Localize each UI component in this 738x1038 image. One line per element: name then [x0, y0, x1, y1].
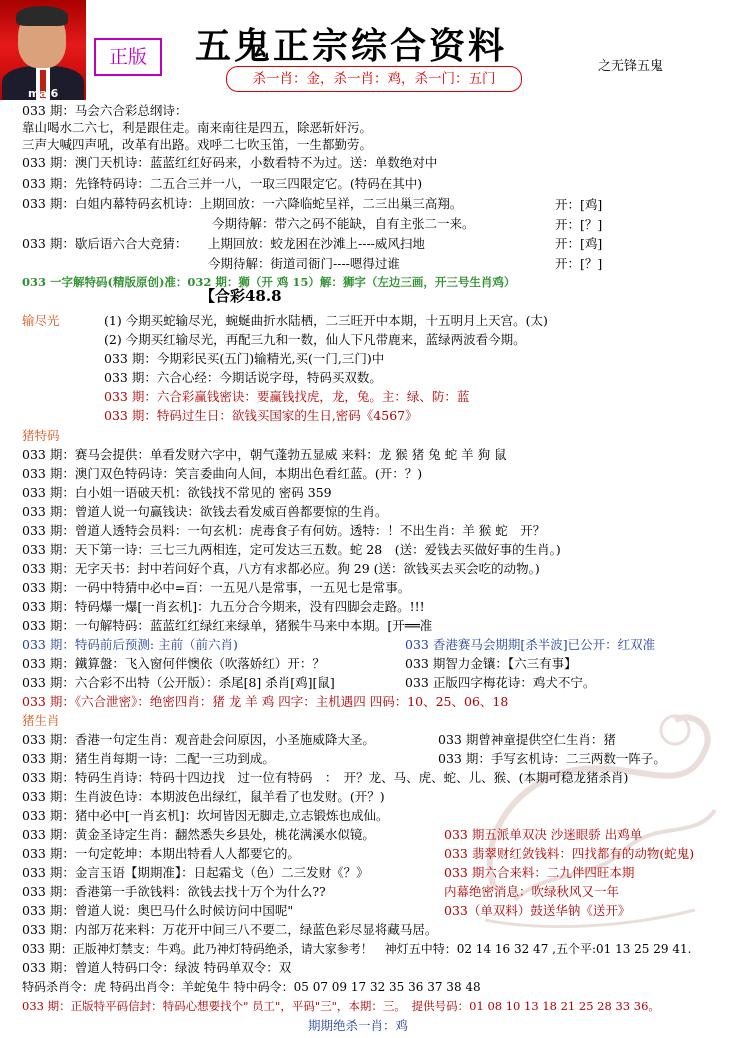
section-heading: 猪特码 — [22, 428, 60, 443]
text-line: 033 期：曾道人说：奥巴马什么时候访问中国呢" — [22, 903, 294, 918]
text-line: 033 一字解特码(精版原创)准：032 期：狮（开 鸡 15）解：狮字（左边三画，开三号生肖鸡） — [22, 275, 516, 289]
text-line: 033 期：特码前后预测: 主前（前六肖) — [22, 637, 238, 652]
kill-slogan-badge: 杀一肖：金，杀一肖：鸡，杀一门：五门 — [226, 66, 522, 92]
text-line: 033 期：猪生肖每期一诗：二配一三功到成。 — [22, 751, 275, 766]
text-line: 033 期：特码爆一爆[一肖玄机]：九五分合今期来，没有四脚会走路。!!! — [22, 599, 425, 614]
text-line: 033 期：手写玄机诗：二三两数一阵子。 — [438, 751, 666, 766]
text-line: 特码杀肖令：虎 特码出肖令：羊蛇兔牛 特中码令：05 07 09 17 32 35 36 37 38 48 — [22, 980, 481, 994]
text-line: 033 期：特码过生日：欲钱买国家的生日,密码《4567》 — [104, 408, 418, 423]
text-line: 033 期：《六合泄密》：绝密四肖：猪 龙 羊 鸡 四字：主机遇四 四码：10、25、06、18 — [22, 694, 509, 709]
author-photo — [0, 0, 86, 100]
text-line: 内幕绝密消息：吹绿秋风又一年 — [444, 884, 620, 899]
text-line: 033 期：内部万花来料：万花开中间三八不要二，绿蓝色彩尽显将藏马居。 — [22, 922, 438, 937]
text-line: 033 正版四字梅花诗：鸡犬不宁。 — [405, 675, 596, 690]
text-line: 033 翡翠财红敛钱料：四找都有的动物(蛇鬼) — [444, 846, 695, 861]
text-line: 033 期：正版神灯禁支：牛鸡。此乃神灯特码绝杀，请大家参考！ 神灯五中特：02 14 16 32 47 ,五个平:01 13 25 29 41. — [22, 942, 692, 956]
text-line: 033 期：六合彩赢钱密诀：要赢钱找虎，龙，兔。主：绿、防：蓝 — [104, 389, 470, 404]
text-line: 033 期：六合心经：今期话说字母，特码买双数。 — [104, 370, 382, 385]
text-line: 033 期：白姐内幕特码玄机诗：上期回放：一六降临蛇呈祥，二三出巢三高翔。 — [22, 196, 463, 211]
text-line: 033 期：今期彩民买(五门)输精光,买(一门,三门)中 — [104, 351, 385, 366]
text-line: 033 期：白小姐一语破天机：欲钱找不常见的 密码 359 — [22, 485, 332, 500]
page-title: 五鬼正宗综合资料 — [195, 25, 508, 67]
text-line: 033 期：澳门双色特码诗：笑言委曲向人间，本期出色看红蓝。(开：？) — [22, 466, 423, 481]
text-line: 033 期：猪中必中[一肖玄机]：坎坷皆因无脚走,立志锻炼也成仙。 — [22, 808, 389, 823]
text-line: 033 期：歇后语六合大竞猜： — [22, 236, 188, 251]
text-line: 033 期：先锋特码诗：二五合三并一八，一取三四限定它。(特码在其中) — [22, 176, 423, 191]
text-line: 033 期：特码生肖诗：特码十四边找 过一位有特码 ： 开？龙、马、虎、蛇、儿、猴、(本期可稳龙猪杀肖) — [22, 770, 629, 785]
text-line: 033 期：香港第一手欲钱料：欲钱去找十万个为什么?? — [22, 884, 326, 899]
text-line: 033（单双料）鼓送华钠《送开》 — [444, 903, 631, 918]
text-line: (1) 今期买蛇输尽光，蜿蜒曲折水陆栖，二三旺开中本期，十五明月上天宫。(太) — [104, 313, 548, 328]
text-line: 033 期：金言玉语【期期准】：日起霜戈（色）二三发财《？》 — [22, 865, 369, 880]
text-line: 今期待解：街道司衙门----嗯得过谁 — [208, 256, 400, 271]
text-line: 033 期：鐵算盤：飞入窗何伴懊依（吹落娇红）开：？ — [22, 656, 325, 671]
text-line: (2) 今期买红输尽光，再配三九和一数，仙人下凡带鹿来，蓝绿两波看今期。 — [104, 332, 526, 347]
text-line: 033 期曾神童提供空仁生肖：猪 — [438, 732, 616, 747]
text-line: 上期回放：蛟龙困在沙滩上----威风扫地 — [208, 236, 425, 251]
text-line: 今期待解：带六之码不能缺，自有主张二一来。 — [212, 216, 475, 231]
text-line: 033 期：六合彩不出特（公开版）：杀尾[8] 杀肖[鸡][鼠] — [22, 675, 335, 690]
text-line: 033 期六合来料：二九伴四旺本期 — [444, 865, 635, 880]
text-line: 033 期：一句定乾坤：本期出特看人人都要它的。 — [22, 846, 300, 861]
text-line: 033 期：一句解特码：蓝蓝红红绿红来绿单，猪猴牛马来中本期。[开══准 — [22, 618, 433, 633]
text-line: 033 期：澳门天机诗：蓝蓝红红好码来，小数看特不为过。送：单数绝对中 — [22, 155, 438, 170]
text-line: 033 期：香港一句定生肖：观音赴会问原因，小圣施威降大圣。 — [22, 732, 375, 747]
text-line: 033 期：天下第一诗：三七三九两相连，定可发达三五数。蛇 28 (送：爱钱去买做好事的生肖。) — [22, 542, 561, 557]
text-line: 033 期：正版特平码信封：特码心想要找个" 员工"，平码"三"，本期：三。 提供号码：01 08 10 13 18 21 25 28 33 36。 — [22, 999, 660, 1013]
text-line: 三声大喊四声吼，改革有出路。戏呼二七吹玉笛，一生都勤劳。 — [22, 137, 373, 152]
text-line: 033 香港赛马会期期[杀半波]已公开：红双准 — [405, 637, 656, 652]
text-line: 033 期：无字天书：封中若问好个真，八方有求都必应。狗 29 (送：欲钱买去买会吃的动物。) — [22, 561, 540, 576]
text-line: 033 期：曾道人特码口令：绿波 特码单双令：双 — [22, 960, 292, 975]
text-line: 开：[鸡] — [555, 236, 603, 251]
text-line: 033 期：一码中特猜中必中=百：一五见八是常事，一五见七是常事。 — [22, 580, 411, 595]
author-name: 之无锋五鬼 — [598, 59, 664, 74]
text-line: 033 期五派单双决 沙迷眼骄 出鸡单 — [444, 827, 643, 842]
photo-watermark: mai6 — [28, 87, 59, 100]
text-line: 033 期智力金镶：【六三有事】 — [405, 656, 577, 671]
text-line: 期期绝杀一肖：鸡 — [308, 1018, 409, 1033]
text-line: 033 期：赛马会提供：单看发财六字中，朝气蓬勃五显威 来料：龙 猴 猪 兔 蛇 羊 狗 鼠 — [22, 447, 507, 462]
photo-hair — [16, 6, 68, 26]
text-line: 033 期：曾道人透特会员料：一句玄机：虎毒食子有何妨。透特：！不出生肖：羊 猴 蛇 开？ — [22, 523, 546, 538]
section-heading: 输尽光 — [22, 313, 60, 328]
text-line: 033 期：曾道人说一句赢钱诀：欲钱去看发威百兽都要惊的生肖。 — [22, 504, 388, 519]
section-heading: 猪生肖 — [22, 713, 60, 728]
text-line: 开：[鸡] — [555, 197, 603, 212]
edition-badge: 正版 — [94, 38, 162, 76]
text-line: 开：[？] — [555, 256, 603, 271]
text-line: 【合彩48.8 — [200, 287, 282, 305]
text-line: 开：[？] — [555, 217, 603, 232]
text-line: 033 期：黄金圣诗定生肖：翻然悉失乡县处，桃花满溪水似镜。 — [22, 827, 375, 842]
text-line: 033 期：生肖波色诗：本期波色出绿红，鼠羊看了也发财。(开？) — [22, 789, 385, 804]
text-line: 033 期：马会六合彩总纲诗： — [22, 103, 188, 118]
text-line: 靠山喝水二六七，利是跟住走。南来南往是四五，除恶斩奸污。 — [22, 120, 373, 135]
